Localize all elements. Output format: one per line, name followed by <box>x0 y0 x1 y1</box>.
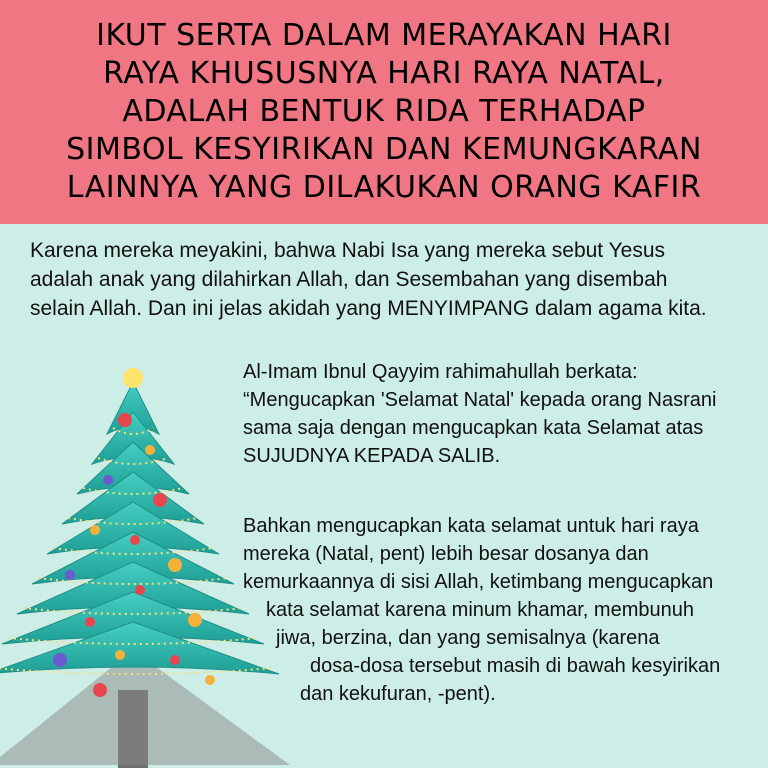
tree-tiers <box>0 382 279 674</box>
quote-line: Bahkan mengucapkan kata selamat untuk hari raya <box>243 515 699 537</box>
quote-line: jiwa, berzina, dan yang semisalnya (karena <box>276 627 660 649</box>
quote-line: dan kekufuran, -pent). <box>300 683 496 705</box>
quote-line: sama saja dengan mengucapkan kata Selamat atas <box>243 417 704 439</box>
header-title-line: ADALAH BENTUK RIDA TERHADAP <box>122 94 646 129</box>
ornament-ball <box>93 683 107 697</box>
intro-line: Karena mereka meyakini, bahwa Nabi Isa yang mereka sebut Yesus <box>30 239 666 262</box>
header-title <box>19 17 749 207</box>
header-banner <box>0 0 768 224</box>
header-title-line: IKUT SERTA DALAM MERAYAKAN HARI <box>96 18 672 53</box>
tree-star-icon <box>123 368 143 388</box>
intro-line: selain Allah. Dan ini jelas akidah yang MENYIMPANG dalam agama kita. <box>30 297 707 320</box>
quote-line: Al-Imam Ibnul Qayyim rahimahullah berkata: <box>243 361 638 383</box>
ornament-ball <box>115 650 125 660</box>
intro-paragraph <box>30 236 745 323</box>
header-title-line: LAINNYA YANG DILAKUKAN ORANG KAFIR <box>66 170 702 205</box>
ornament-ball <box>130 535 140 545</box>
quote-line: dosa-dosa tersebut masih di bawah kesyirikan <box>310 655 721 677</box>
ornament-ball <box>188 613 202 627</box>
quote-line: SUJUDNYA KEPADA SALIB. <box>243 445 501 467</box>
ornament-ball <box>145 445 155 455</box>
quote-line: kata selamat karena minum khamar, membunuh <box>266 599 694 621</box>
ornament-ball <box>205 675 215 685</box>
quote-line: kemurkaannya di sisi Allah, ketimbang mengucapkan <box>243 571 714 593</box>
ornament-ball <box>170 655 180 665</box>
ornament-ball <box>65 570 75 580</box>
ornament-ball <box>168 558 182 572</box>
quote-line: “Mengucapkan 'Selamat Natal' kepada orang Nasrani <box>243 389 717 411</box>
quote-line: mereka (Natal, pent) lebih besar dosanya dan <box>243 543 649 565</box>
ornament-ball <box>103 475 113 485</box>
header-title-line: SIMBOL KESYIRIKAN DAN KEMUNGKARAN <box>66 132 702 167</box>
intro-line: adalah anak yang dilahirkan Allah, dan Sesembahan yang disembah <box>30 268 668 291</box>
ornament-ball <box>53 653 67 667</box>
ornament-ball <box>135 585 145 595</box>
ornament-ball <box>90 525 100 535</box>
header-title-line: RAYA KHUSUSNYA HARI RAYA NATAL, <box>103 56 665 91</box>
ornament-ball <box>153 493 167 507</box>
ornament-ball <box>118 413 132 427</box>
ornament-ball <box>85 617 95 627</box>
